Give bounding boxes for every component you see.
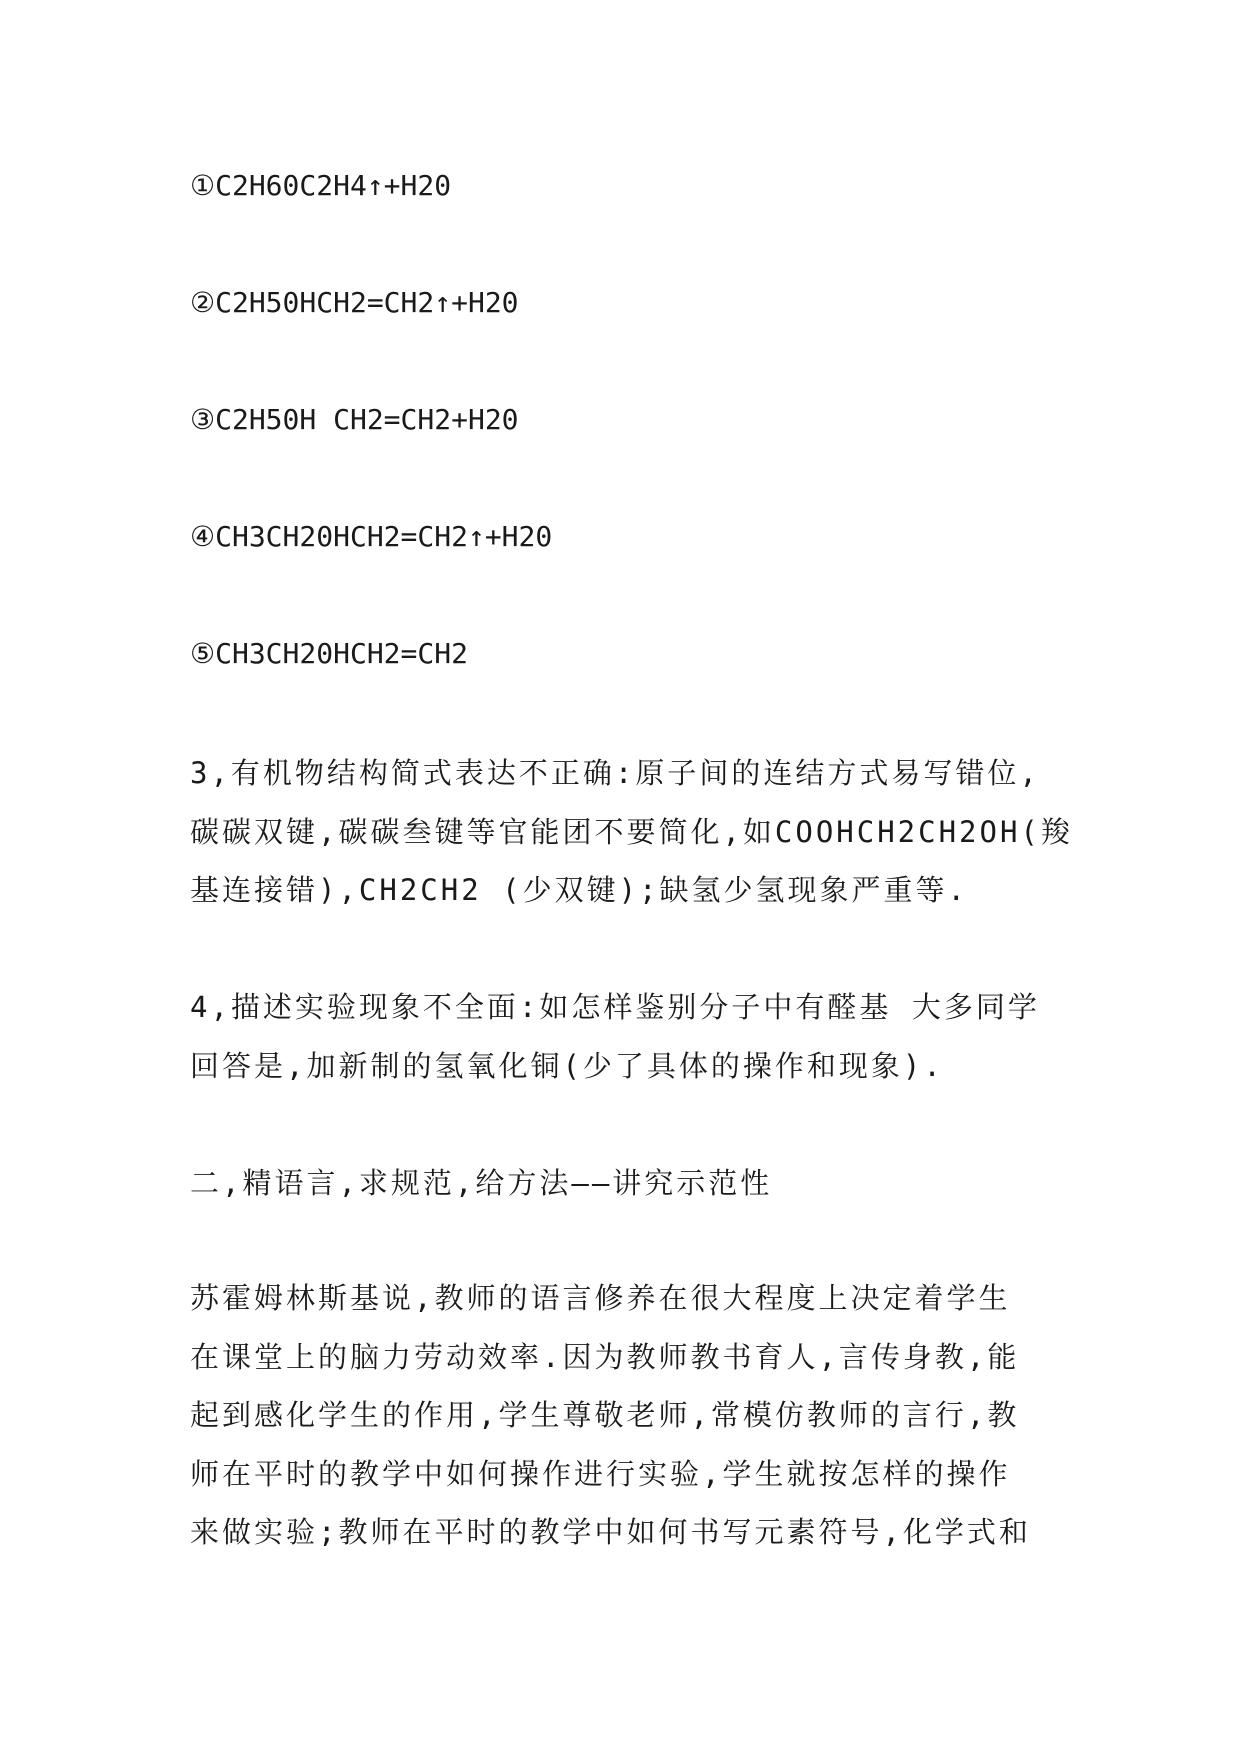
paragraph-teacher-language: [190, 1269, 1070, 1562]
paragraph-line: 3,有机物结构简式表达不正确:原子间的连结方式易写错位,: [190, 756, 1040, 790]
equation-2: ②C2H50HCH2=CH2↑+H20: [190, 286, 519, 319]
paragraph-line: 碳碳双键,碳碳叁键等官能团不要简化,如COOHCH2CH2OH(羧: [190, 814, 1073, 849]
equation-1: ①C2H60C2H4↑+H20: [190, 169, 452, 202]
paragraph-structural-formula-errors: [190, 744, 1073, 920]
paragraph-line: 起到感化学生的作用,学生尊敬老师,常模仿教师的言行,教: [190, 1398, 1020, 1433]
paragraph-line: 来做实验;教师在平时的教学中如何书写元素符号,化学式和: [190, 1515, 1031, 1550]
section-heading: [190, 1154, 1070, 1213]
paragraph-line: 苏霍姆林斯基说,教师的语言修养在很大程度上决定着学生: [190, 1281, 1011, 1315]
paragraph-line: 基连接错),CH2CH2 (少双键);缺氢少氢现象严重等.: [190, 873, 968, 908]
equation-3: ③C2H50H CH2=CH2+H20: [190, 403, 519, 436]
paragraph-experiment-description: [190, 978, 1070, 1095]
heading-line: 二,精语言,求规范,给方法——讲究示范性: [190, 1166, 773, 1200]
paragraph-line: 师在平时的教学中如何操作进行实验,学生就按怎样的操作: [190, 1456, 1011, 1491]
paragraph-line: 在课堂上的脑力劳动效率.因为教师教书育人,言传身教,能: [190, 1339, 1020, 1374]
equation-5: ⑤CH3CH20HCH2=CH2: [190, 637, 468, 670]
paragraph-line: 4,描述实验现象不全面:如怎样鉴别分子中有醛基 大多同学: [190, 990, 1040, 1024]
equation-4: ④CH3CH20HCH2=CH2↑+H20: [190, 520, 553, 553]
paragraph-line: 回答是,加新制的氢氧化铜(少了具体的操作和现象).: [190, 1048, 944, 1083]
